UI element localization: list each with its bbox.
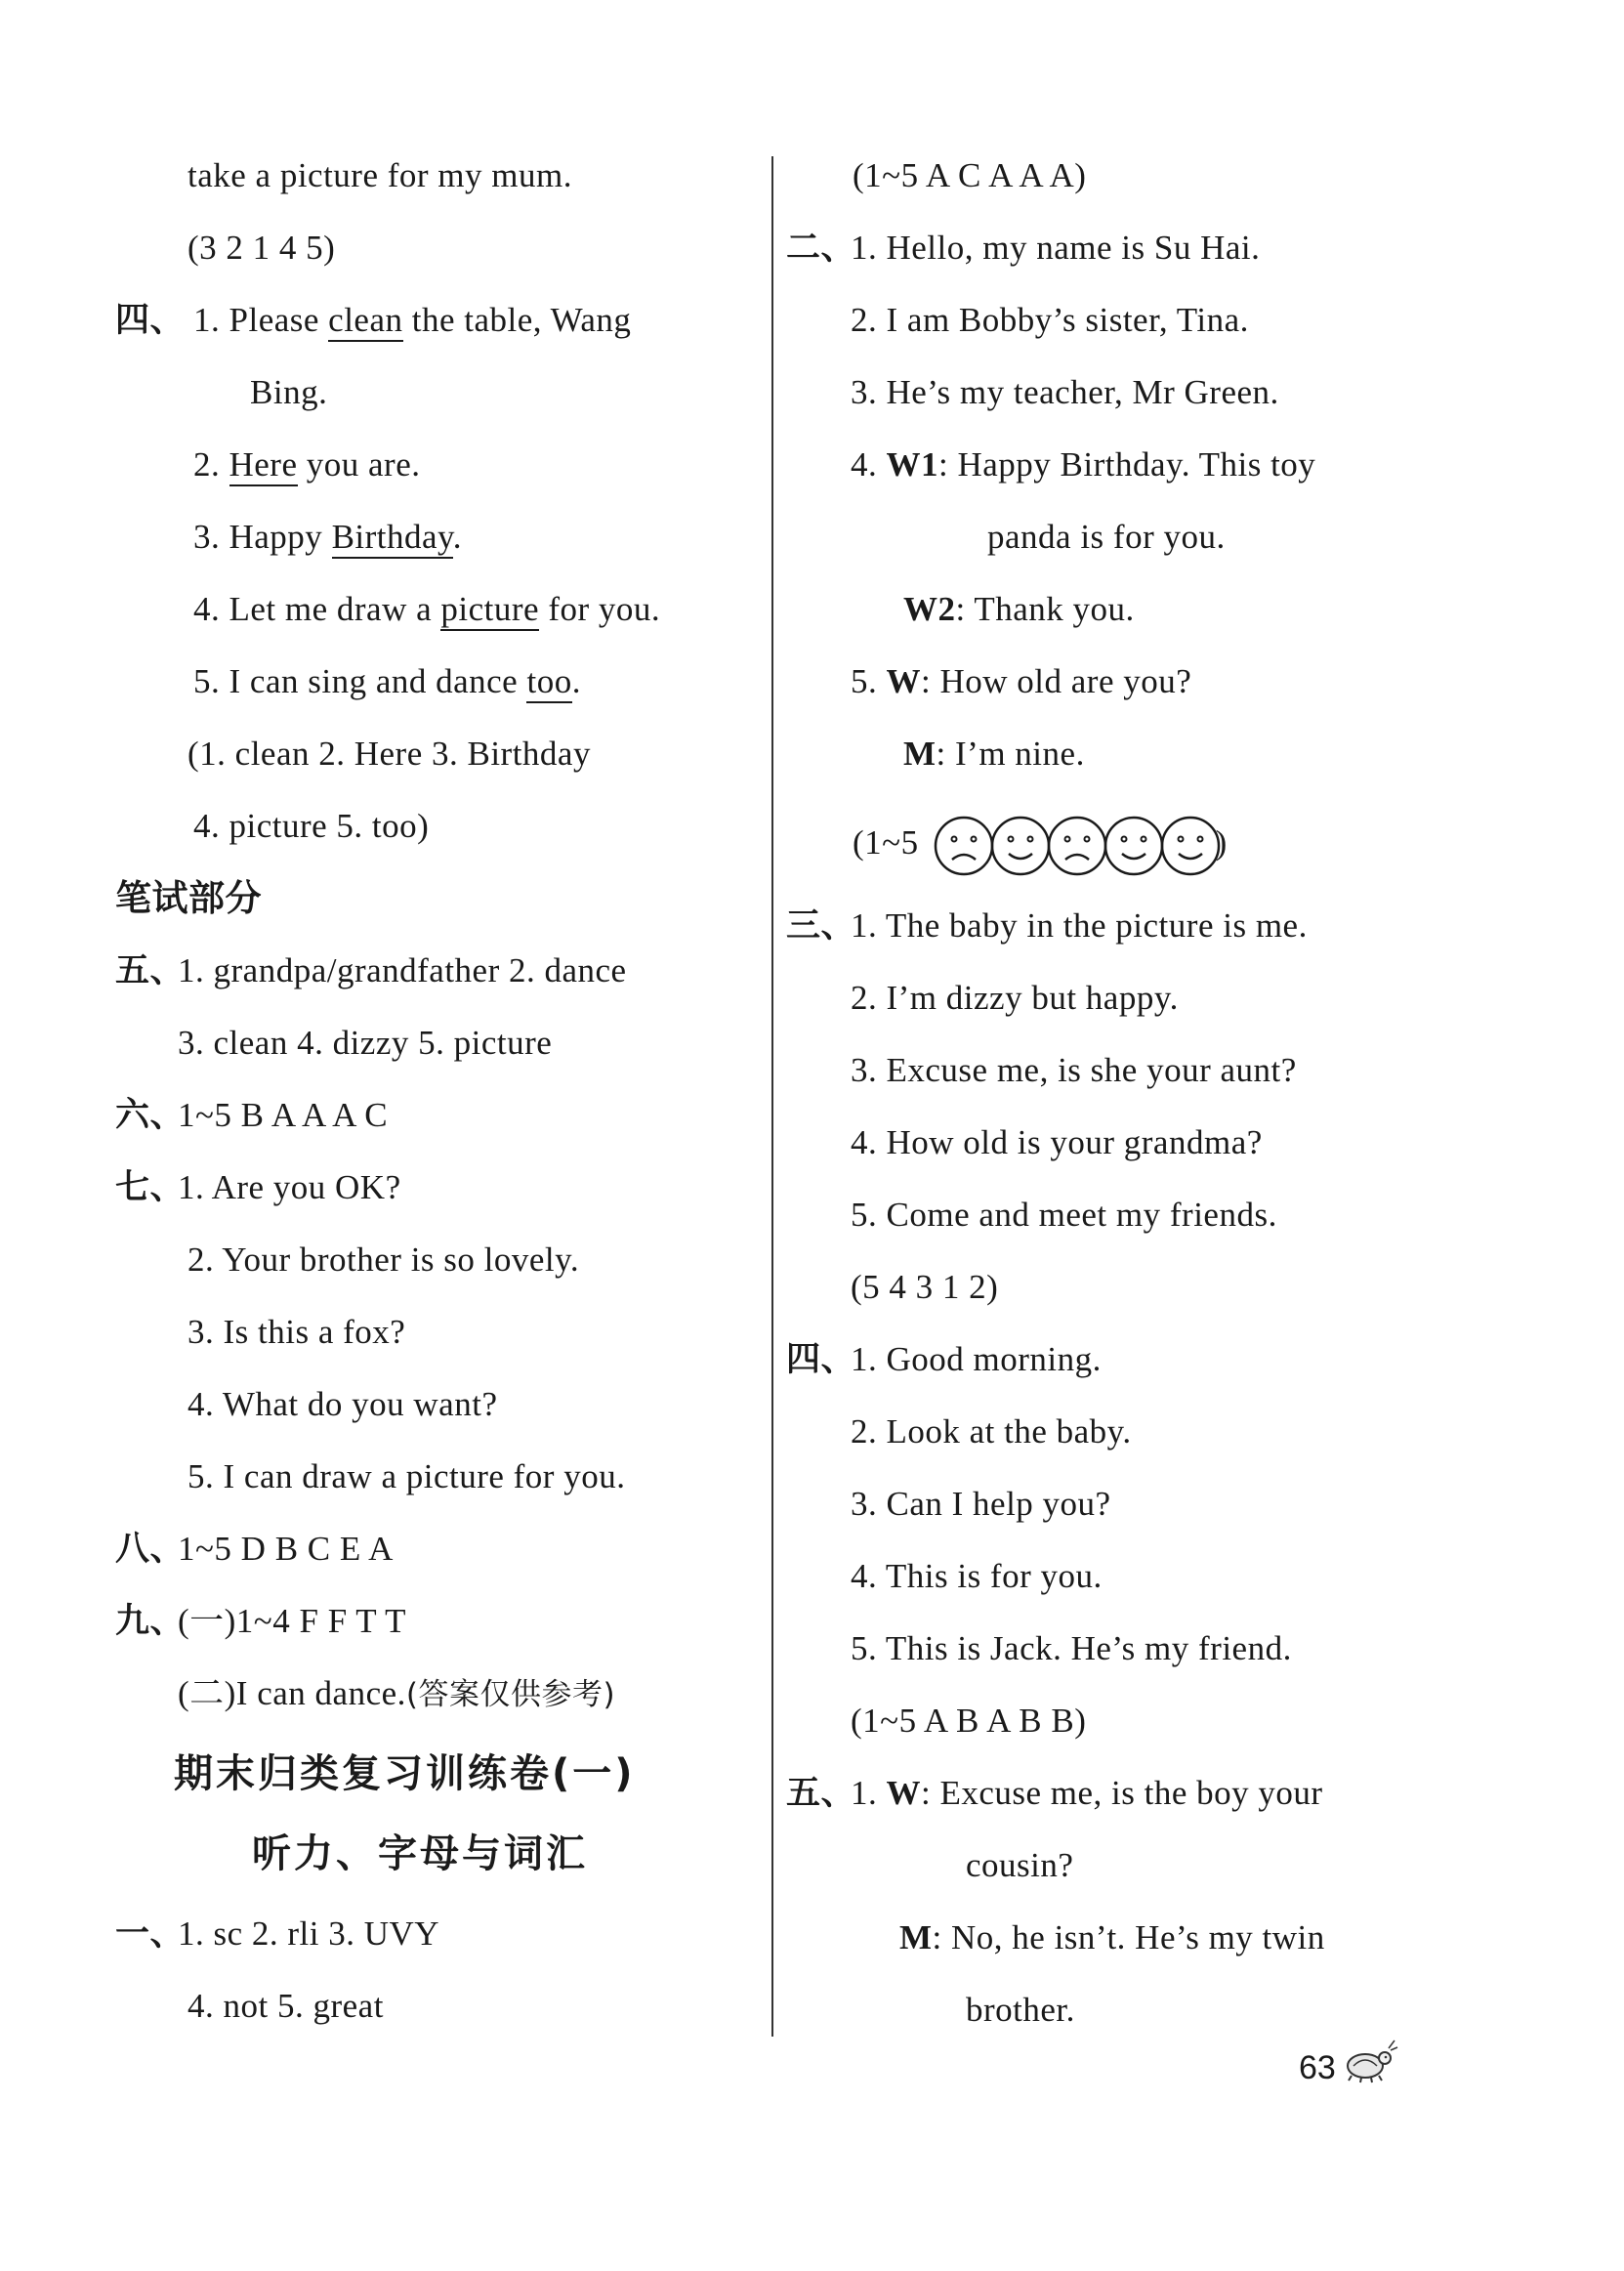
underlined-word: clean	[328, 301, 402, 342]
text-line: 5. This is Jack. He’s my friend.	[851, 1629, 1292, 1667]
section-marker: 三、	[786, 906, 856, 946]
text-line: 1. Hello, my name is Su Hai.	[851, 229, 1261, 267]
speaker-label: M	[903, 735, 937, 773]
text-line: 4. This is for you.	[851, 1557, 1103, 1595]
happy-face-icon	[1103, 815, 1165, 877]
page-number: 63	[1299, 2049, 1336, 2086]
text-line: 1~5 B A A A C	[178, 1096, 389, 1134]
speaker-label: W2	[903, 590, 956, 628]
text-line: 2. I’m dizzy but happy.	[851, 979, 1179, 1017]
text-line: 1~5 D B C E A	[178, 1530, 394, 1568]
text-line: 4. W1: Happy Birthday. This toy	[851, 445, 1316, 484]
exam-title: 期末归类复习训练卷(一)	[174, 1751, 636, 1796]
text-line: 2. Look at the baby.	[851, 1412, 1132, 1451]
text-line: 1. W: Excuse me, is the boy your	[851, 1774, 1323, 1812]
underlined-word: too	[526, 662, 571, 703]
section-marker: 九、	[115, 1602, 186, 1641]
text-line: 3. Happy Birthday.	[193, 516, 462, 559]
text-line: M: No, he isn’t. He’s my twin	[899, 1918, 1325, 1956]
text-line: 1. Please clean the table, Wang	[193, 299, 631, 342]
text-line: 3. Excuse me, is she your aunt?	[851, 1051, 1297, 1089]
section-marker: 四、	[115, 301, 186, 340]
speaker-label: W	[886, 1774, 921, 1812]
text-line: 3. Is this a fox?	[187, 1313, 406, 1351]
sad-face-icon	[933, 815, 995, 877]
happy-face-icon	[989, 815, 1052, 877]
turtle-mascot-icon	[1340, 2037, 1398, 2087]
text-line: 5. Come and meet my friends.	[851, 1196, 1277, 1234]
text-line: 2. I am Bobby’s sister, Tina.	[851, 301, 1249, 339]
text-line: 2. Here you are.	[193, 443, 421, 486]
underlined-word: Birthday	[332, 518, 453, 559]
text-line: W2: Thank you.	[903, 590, 1135, 628]
face-answers	[933, 815, 1216, 877]
text-line: (1~5 A C A A A)	[853, 156, 1087, 194]
section-marker: 一、	[115, 1914, 186, 1954]
text-line: 1. sc 2. rli 3. UVY	[178, 1914, 440, 1953]
sad-face-icon	[1046, 815, 1108, 877]
text-line: 3. clean 4. dizzy 5. picture	[178, 1024, 553, 1062]
text-line: brother.	[966, 1991, 1075, 2029]
column-divider	[771, 156, 773, 2037]
text-line: M: I’m nine.	[903, 735, 1085, 773]
text-line: 5. I can draw a picture for you.	[187, 1457, 626, 1495]
happy-face-icon	[1159, 815, 1222, 877]
text-line: Bing.	[250, 373, 328, 411]
text-line: 4. picture 5. too)	[193, 807, 430, 845]
text-line: cousin?	[966, 1846, 1074, 1884]
section-marker: 七、	[115, 1168, 186, 1207]
text-line: (一)1~4 F F T T	[178, 1602, 407, 1640]
text-line: (二)I can dance.(答案仅供参考)	[178, 1674, 616, 1712]
section-marker: 六、	[115, 1096, 186, 1135]
text-line: panda is for you.	[987, 518, 1226, 556]
text-line: 1. Are you OK?	[178, 1168, 401, 1206]
speaker-label: W	[886, 662, 921, 700]
section-marker: 四、	[786, 1340, 856, 1379]
text-line: (3 2 1 4 5)	[187, 229, 336, 267]
text-line: (1~5 )	[853, 815, 1228, 877]
text-line: 5. W: How old are you?	[851, 662, 1192, 700]
text-line: 3. He’s my teacher, Mr Green.	[851, 373, 1279, 411]
text-line: 1. grandpa/grandfather 2. dance	[178, 951, 627, 989]
speaker-label: W1	[886, 445, 938, 484]
text-line: 3. Can I help you?	[851, 1485, 1111, 1523]
text-line: 4. How old is your grandma?	[851, 1123, 1263, 1161]
reference-note: (答案仅供参考)	[405, 1677, 616, 1712]
section-marker: 五、	[115, 951, 186, 990]
text-line: 1. The baby in the picture is me.	[851, 906, 1308, 945]
section-marker: 五、	[786, 1774, 856, 1813]
text-line: (1~5 A B A B B)	[851, 1702, 1087, 1740]
text-line: take a picture for my mum.	[187, 156, 572, 194]
section-marker: 八、	[115, 1530, 186, 1569]
underlined-word: Here	[229, 445, 298, 486]
text-line: 4. What do you want?	[187, 1385, 498, 1423]
exam-subtitle: 听力、字母与词汇	[252, 1831, 588, 1876]
text-line: 2. Your brother is so lovely.	[187, 1241, 580, 1279]
text-line: 4. not 5. great	[187, 1987, 384, 2025]
text-line: 4. Let me draw a picture for you.	[193, 588, 660, 631]
underlined-word: picture	[440, 590, 539, 631]
text-line: 5. I can sing and dance too.	[193, 660, 581, 703]
speaker-label: M	[899, 1918, 933, 1956]
written-section-heading: 笔试部分	[115, 877, 262, 919]
text-line: 1. Good morning.	[851, 1340, 1102, 1378]
section-marker: 二、	[786, 229, 856, 268]
text-line: (5 4 3 1 2)	[851, 1268, 999, 1306]
text-line: (1. clean 2. Here 3. Birthday	[187, 735, 591, 773]
